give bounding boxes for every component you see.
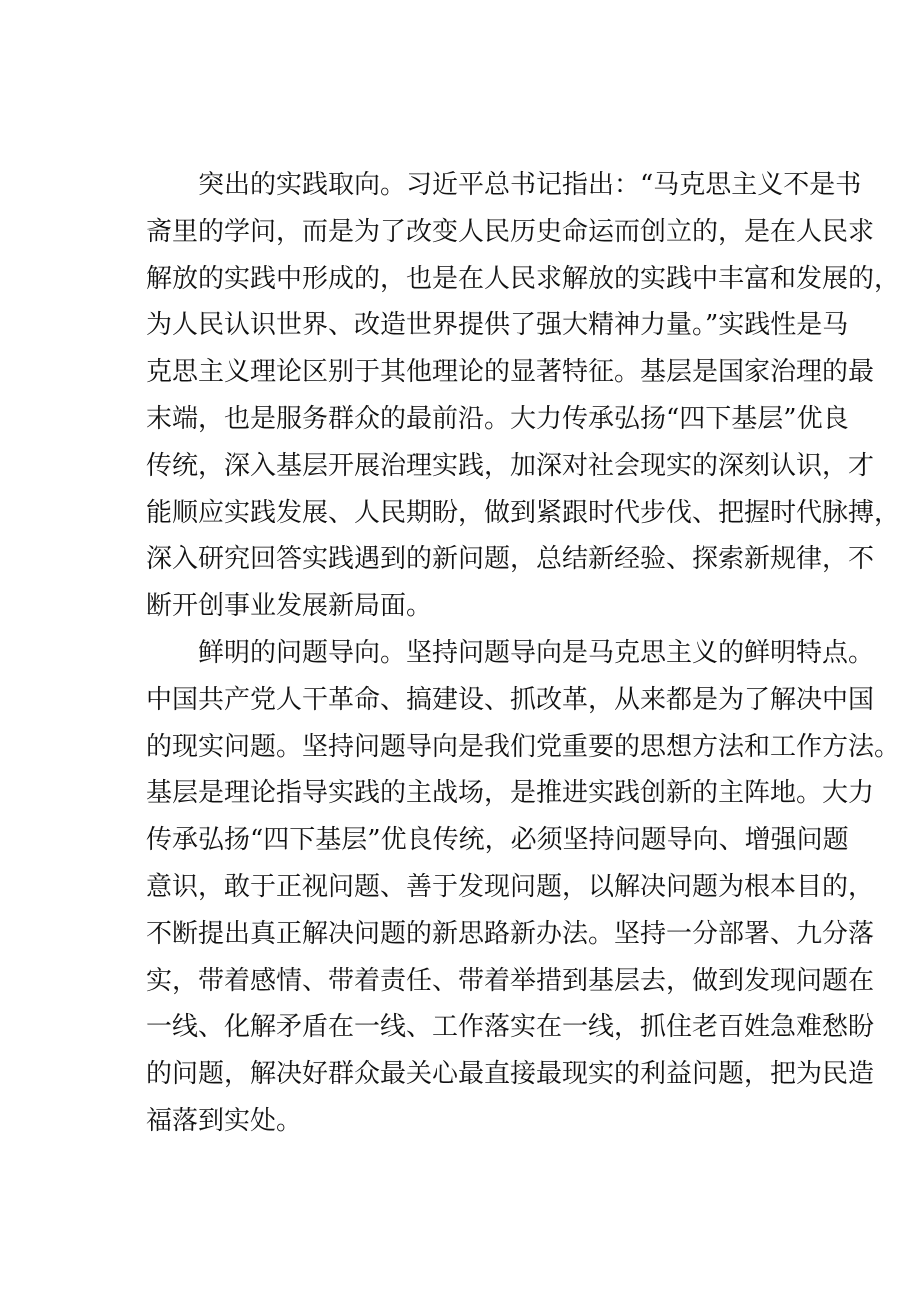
- paragraph-line: 不断提出真正解决问题的新思路新办法。坚持一分部署、九分落: [146, 918, 875, 949]
- paragraph-line: 能顺应实践发展、人民期盼，做到紧跟时代步伐、把握时代脉搏，: [146, 497, 901, 528]
- paragraph-line: 意识，敢于正视问题、善于发现问题，以解决问题为根本目的，: [146, 871, 875, 902]
- paragraph-line: 断开创事业发展新局面。: [146, 591, 433, 622]
- paragraph-line: 的现实问题。坚持问题导向是我们党重要的思想方法和工作方法。: [146, 731, 901, 762]
- paragraph-line: 传统，深入基层开展治理实践，加深对社会现实的深刻认识，才: [146, 450, 875, 481]
- paragraph-line: 鲜明的问题导向。坚持问题导向是马克思主义的鲜明特点。: [198, 637, 875, 668]
- paragraph-line: 的问题，解决好群众最关心最直接最现实的利益问题，把为民造: [146, 1059, 875, 1090]
- paragraph-line: 解放的实践中形成的，也是在人民求解放的实践中丰富和发展的，: [146, 263, 901, 294]
- paragraph-line: 一线、化解矛盾在一线、工作落实在一线，抓住老百姓急难愁盼: [146, 1012, 875, 1043]
- paragraph-line: 为人民认识世界、改造世界提供了强大精神力量。”实践性是马: [146, 310, 849, 341]
- paragraph-line: 斋里的学问，而是为了改变人民历史命运而创立的，是在人民求: [146, 216, 875, 247]
- paragraph-problem-orientation: [146, 630, 901, 1145]
- paragraph-line: 实，带着感情、带着责任、带着举措到基层去，做到发现问题在: [146, 965, 875, 996]
- document-body: [146, 162, 901, 1145]
- paragraph-line: 中国共产党人干革命、搞建设、抓改革，从来都是为了解决中国: [146, 684, 875, 715]
- paragraph-line: 福落到实处。: [146, 1105, 303, 1136]
- paragraph-line: 克思主义理论区别于其他理论的显著特征。基层是国家治理的最: [146, 357, 875, 388]
- paragraph-practice-orientation: [146, 162, 901, 630]
- paragraph-line: 突出的实践取向。习近平总书记指出：“马克思主义不是书: [198, 170, 862, 200]
- paragraph-line: 深入研究回答实践遇到的新问题，总结新经验、探索新规律，不: [146, 544, 875, 575]
- paragraph-line: 末端，也是服务群众的最前沿。大力传承弘扬“四下基层”优良: [146, 403, 849, 434]
- paragraph-line: 基层是理论指导实践的主战场，是推进实践创新的主阵地。大力: [146, 778, 875, 809]
- paragraph-line: 传承弘扬“四下基层”优良传统，必须坚持问题导向、增强问题: [146, 825, 849, 856]
